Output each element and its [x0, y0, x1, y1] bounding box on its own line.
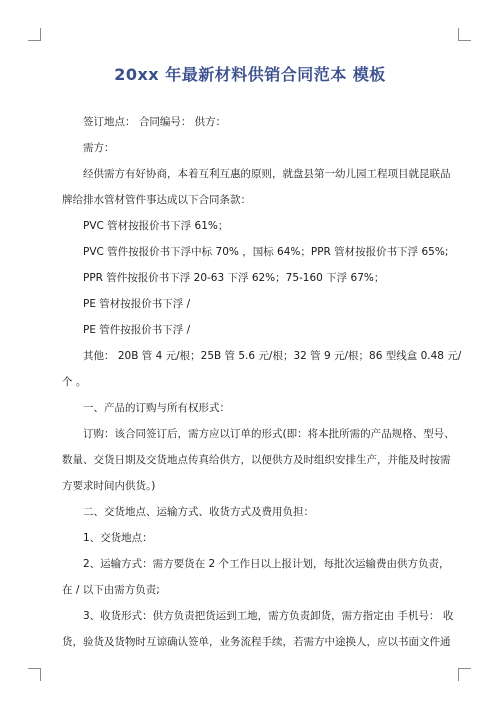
body-line: PVC 管材按报价书下浮 61%；	[83, 220, 229, 232]
body-line: PPR 管件按报价书下浮 20-63 下浮 62%；75-160 下浮 67%；	[83, 272, 385, 284]
crop-mark-top-right	[458, 28, 471, 41]
body-line: 一、产品的订购与所有权形式：	[83, 402, 230, 414]
document-body	[62, 109, 462, 655]
body-line: 经供需方有好协商，本着互利互惠的原则，就盘县第一幼儿园工程项目就昆联品	[83, 168, 451, 180]
crop-mark-bottom-right	[458, 668, 471, 681]
body-line: 数量、交货日期及交货地点传真给供方，以便供方及时组织安排生产，并能及时按需	[62, 454, 451, 466]
body-line: 1、交货地点：	[83, 532, 153, 544]
body-line: 其他： 20B 管 4 元/根；25B 管 5.6 元/根；32 管 9 元/根；86 型线盒 0.48 元/	[83, 350, 462, 362]
crop-mark-top-left	[28, 28, 41, 41]
body-line: 在 / 以下由需方负责;	[62, 584, 160, 596]
body-line: 签订地点： 合同编号： 供方：	[83, 116, 227, 128]
document-title: 20xx 年最新材料供销合同范本 模板	[114, 65, 386, 84]
body-line: 个 。	[62, 376, 87, 388]
body-line: PE 管件按报价书下浮 /	[83, 324, 191, 336]
body-line: 方要求时间内供货。)	[62, 480, 156, 492]
body-line: 需方：	[83, 142, 115, 154]
body-line: 二、交货地点、运输方式、收货方式及费用负担：	[83, 506, 314, 518]
body-line: 牌给排水管材管件事达成以下合同条款：	[62, 194, 251, 206]
body-line: PE 管材按报价书下浮 /	[83, 298, 191, 310]
body-line: 货，验货及货物时互谅确认签单，业务流程手续，若需方中途换人，应以书面文件通	[62, 636, 451, 648]
body-line: PVC 管件按报价书下浮中标 70% ，国标 64%；PPR 管材按报价书下浮 65%;	[83, 246, 449, 258]
crop-mark-bottom-left	[28, 668, 41, 681]
body-line: 订购：该合同签订后，需方应以订单的形式(即：将本批所需的产品规格、型号、	[83, 428, 455, 440]
body-line: 2、运输方式：需方要货在 2 个工作日以上报计划，每批次运输费由供方负责，	[83, 558, 450, 570]
body-line: 3、收货形式：供方负责把货运到工地，需方负责卸货，需方指定由 手机号： 收	[83, 610, 454, 622]
